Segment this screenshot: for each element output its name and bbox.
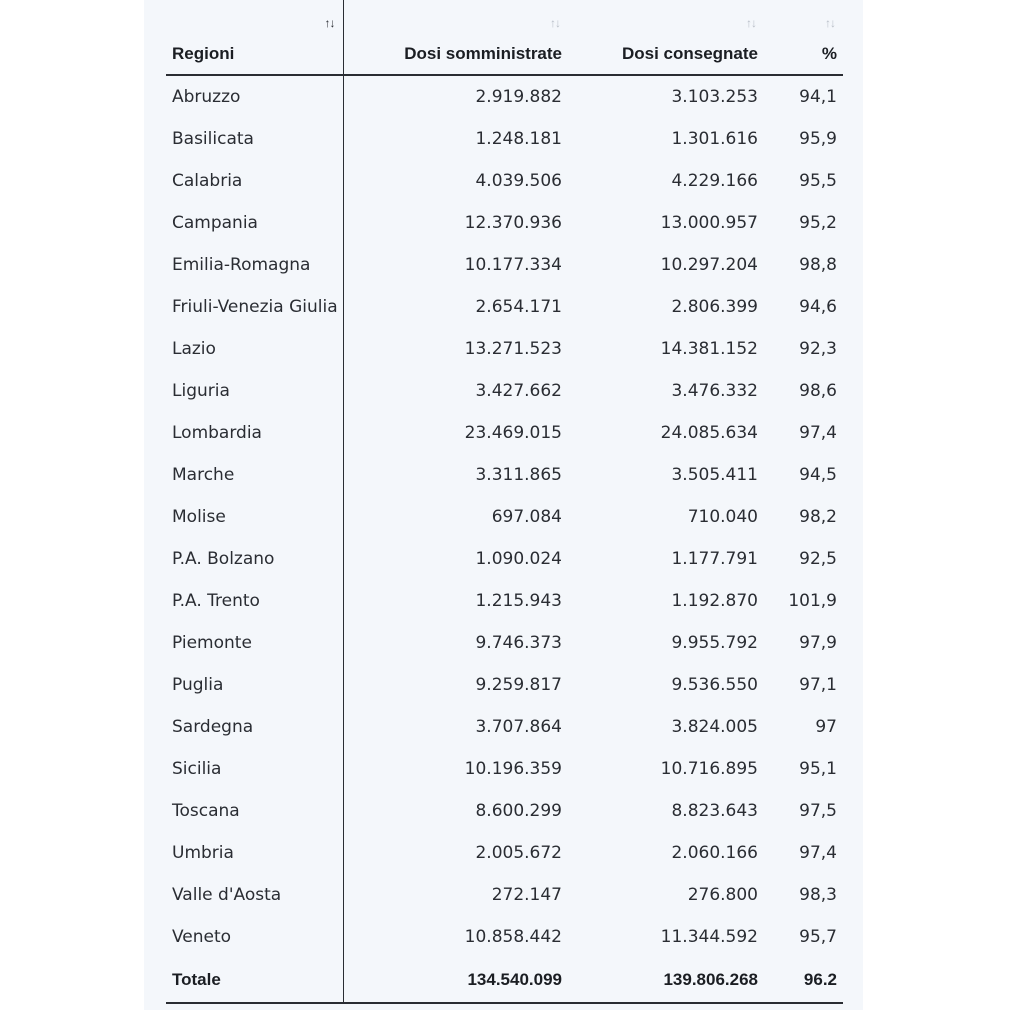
delivered-cell: 710.040 [687, 507, 758, 527]
table-row [166, 244, 843, 286]
administered-cell: 697.084 [491, 507, 562, 527]
total-row [166, 958, 843, 1003]
header-administered[interactable] [343, 0, 568, 75]
table-row [166, 286, 843, 328]
sort-arrows-icon[interactable]: ↑↓ [550, 16, 560, 30]
table-row [166, 202, 843, 244]
region-cell: Veneto [166, 916, 343, 958]
header-delivered[interactable] [568, 0, 764, 75]
delivered-cell: 2.806.399 [671, 297, 758, 317]
table-row [166, 370, 843, 412]
table-row [166, 118, 843, 160]
table-row [166, 706, 843, 748]
administered-cell: 8.600.299 [475, 801, 562, 821]
total-percent-cell: 96.2 [764, 958, 843, 1003]
administered-cell: 2.919.882 [475, 87, 562, 107]
delivered-cell: 14.381.152 [660, 339, 758, 359]
region-cell: Puglia [166, 664, 343, 706]
header-region[interactable] [166, 0, 343, 75]
delivered-cell: 9.536.550 [671, 675, 758, 695]
administered-cell: 12.370.936 [464, 213, 562, 233]
percent-cell: 95,9 [799, 129, 837, 149]
administered-cell: 3.707.864 [475, 717, 562, 737]
delivered-cell: 3.476.332 [671, 381, 758, 401]
percent-cell: 98,3 [799, 885, 837, 905]
administered-cell: 9.746.373 [475, 633, 562, 653]
delivered-cell: 10.716.895 [660, 759, 758, 779]
administered-cell: 1.215.943 [475, 591, 562, 611]
percent-cell: 94,6 [799, 297, 837, 317]
header-percent-label: % [821, 44, 837, 63]
delivered-cell: 4.229.166 [671, 171, 758, 191]
percent-cell: 94,5 [799, 465, 837, 485]
total-delivered-cell: 139.806.268 [568, 958, 764, 1003]
region-cell: Marche [166, 454, 343, 496]
table-header [166, 0, 843, 75]
table-row [166, 874, 843, 916]
sort-arrows-icon[interactable]: ↑↓ [324, 16, 335, 30]
header-administered-label: Dosi somministrate [404, 44, 562, 63]
percent-cell: 97,1 [799, 675, 837, 695]
region-cell: Toscana [166, 790, 343, 832]
percent-cell: 97,9 [799, 633, 837, 653]
administered-cell: 4.039.506 [475, 171, 562, 191]
administered-cell: 10.858.442 [464, 927, 562, 947]
delivered-cell: 8.823.643 [671, 801, 758, 821]
region-cell: Lombardia [166, 412, 343, 454]
sort-arrows-icon[interactable]: ↑↓ [825, 16, 835, 30]
percent-cell: 97,5 [799, 801, 837, 821]
administered-cell: 1.248.181 [475, 129, 562, 149]
percent-cell: 95,2 [799, 213, 837, 233]
delivered-cell: 10.297.204 [660, 255, 758, 275]
region-cell: Piemonte [166, 622, 343, 664]
table-row [166, 496, 843, 538]
administered-cell: 9.259.817 [475, 675, 562, 695]
delivered-cell: 1.177.791 [671, 549, 758, 569]
region-cell: Sicilia [166, 748, 343, 790]
percent-cell: 101,9 [788, 591, 837, 611]
administered-cell: 2.005.672 [475, 843, 562, 863]
region-cell: Basilicata [166, 118, 343, 160]
percent-cell: 98,6 [799, 381, 837, 401]
administered-cell: 10.177.334 [464, 255, 562, 275]
percent-cell: 92,5 [799, 549, 837, 569]
table-row [166, 538, 843, 580]
region-cell: P.A. Trento [166, 580, 343, 622]
header-percent[interactable] [764, 0, 843, 75]
delivered-cell: 1.301.616 [671, 129, 758, 149]
table-panel [144, 0, 863, 1010]
percent-cell: 97,4 [799, 423, 837, 443]
table-body [166, 75, 843, 1003]
administered-cell: 2.654.171 [475, 297, 562, 317]
delivered-cell: 2.060.166 [671, 843, 758, 863]
region-cell: Campania [166, 202, 343, 244]
delivered-cell: 3.824.005 [671, 717, 758, 737]
table-row [166, 832, 843, 874]
table-row [166, 664, 843, 706]
percent-cell: 97 [815, 717, 837, 737]
region-cell: Lazio [166, 328, 343, 370]
percent-cell: 94,1 [799, 87, 837, 107]
administered-cell: 23.469.015 [464, 423, 562, 443]
region-cell: Molise [166, 496, 343, 538]
table-row [166, 454, 843, 496]
percent-cell: 98,2 [799, 507, 837, 527]
region-cell: Valle d'Aosta [166, 874, 343, 916]
total-region-cell: Totale [166, 958, 343, 1003]
table-row [166, 790, 843, 832]
table-row [166, 748, 843, 790]
table-row [166, 916, 843, 958]
header-region-label: Regioni [172, 44, 235, 63]
administered-cell: 3.311.865 [475, 465, 562, 485]
region-cell: Friuli-Venezia Giulia [166, 286, 343, 328]
percent-cell: 95,5 [799, 171, 837, 191]
regions-doses-table [166, 0, 843, 1004]
administered-cell: 10.196.359 [464, 759, 562, 779]
administered-cell: 1.090.024 [475, 549, 562, 569]
delivered-cell: 276.800 [687, 885, 758, 905]
header-row [166, 0, 843, 75]
administered-cell: 13.271.523 [464, 339, 562, 359]
percent-cell: 97,4 [799, 843, 837, 863]
table-row [166, 328, 843, 370]
delivered-cell: 3.103.253 [671, 87, 758, 107]
total-administered-cell: 134.540.099 [343, 958, 568, 1003]
table-row [166, 412, 843, 454]
region-cell: Sardegna [166, 706, 343, 748]
region-cell: P.A. Bolzano [166, 538, 343, 580]
delivered-cell: 24.085.634 [660, 423, 758, 443]
table-row [166, 580, 843, 622]
percent-cell: 95,1 [799, 759, 837, 779]
delivered-cell: 11.344.592 [660, 927, 758, 947]
region-cell: Umbria [166, 832, 343, 874]
region-cell: Liguria [166, 370, 343, 412]
delivered-cell: 1.192.870 [671, 591, 758, 611]
table-row [166, 75, 843, 118]
percent-cell: 95,7 [799, 927, 837, 947]
region-cell: Calabria [166, 160, 343, 202]
table-row [166, 160, 843, 202]
administered-cell: 3.427.662 [475, 381, 562, 401]
percent-cell: 92,3 [799, 339, 837, 359]
region-cell: Abruzzo [166, 75, 343, 118]
delivered-cell: 13.000.957 [660, 213, 758, 233]
percent-cell: 98,8 [799, 255, 837, 275]
header-delivered-label: Dosi consegnate [621, 44, 758, 63]
region-cell: Emilia-Romagna [166, 244, 343, 286]
delivered-cell: 3.505.411 [671, 465, 758, 485]
table-row [166, 622, 843, 664]
administered-cell: 272.147 [491, 885, 562, 905]
delivered-cell: 9.955.792 [671, 633, 758, 653]
sort-arrows-icon[interactable]: ↑↓ [746, 16, 756, 30]
